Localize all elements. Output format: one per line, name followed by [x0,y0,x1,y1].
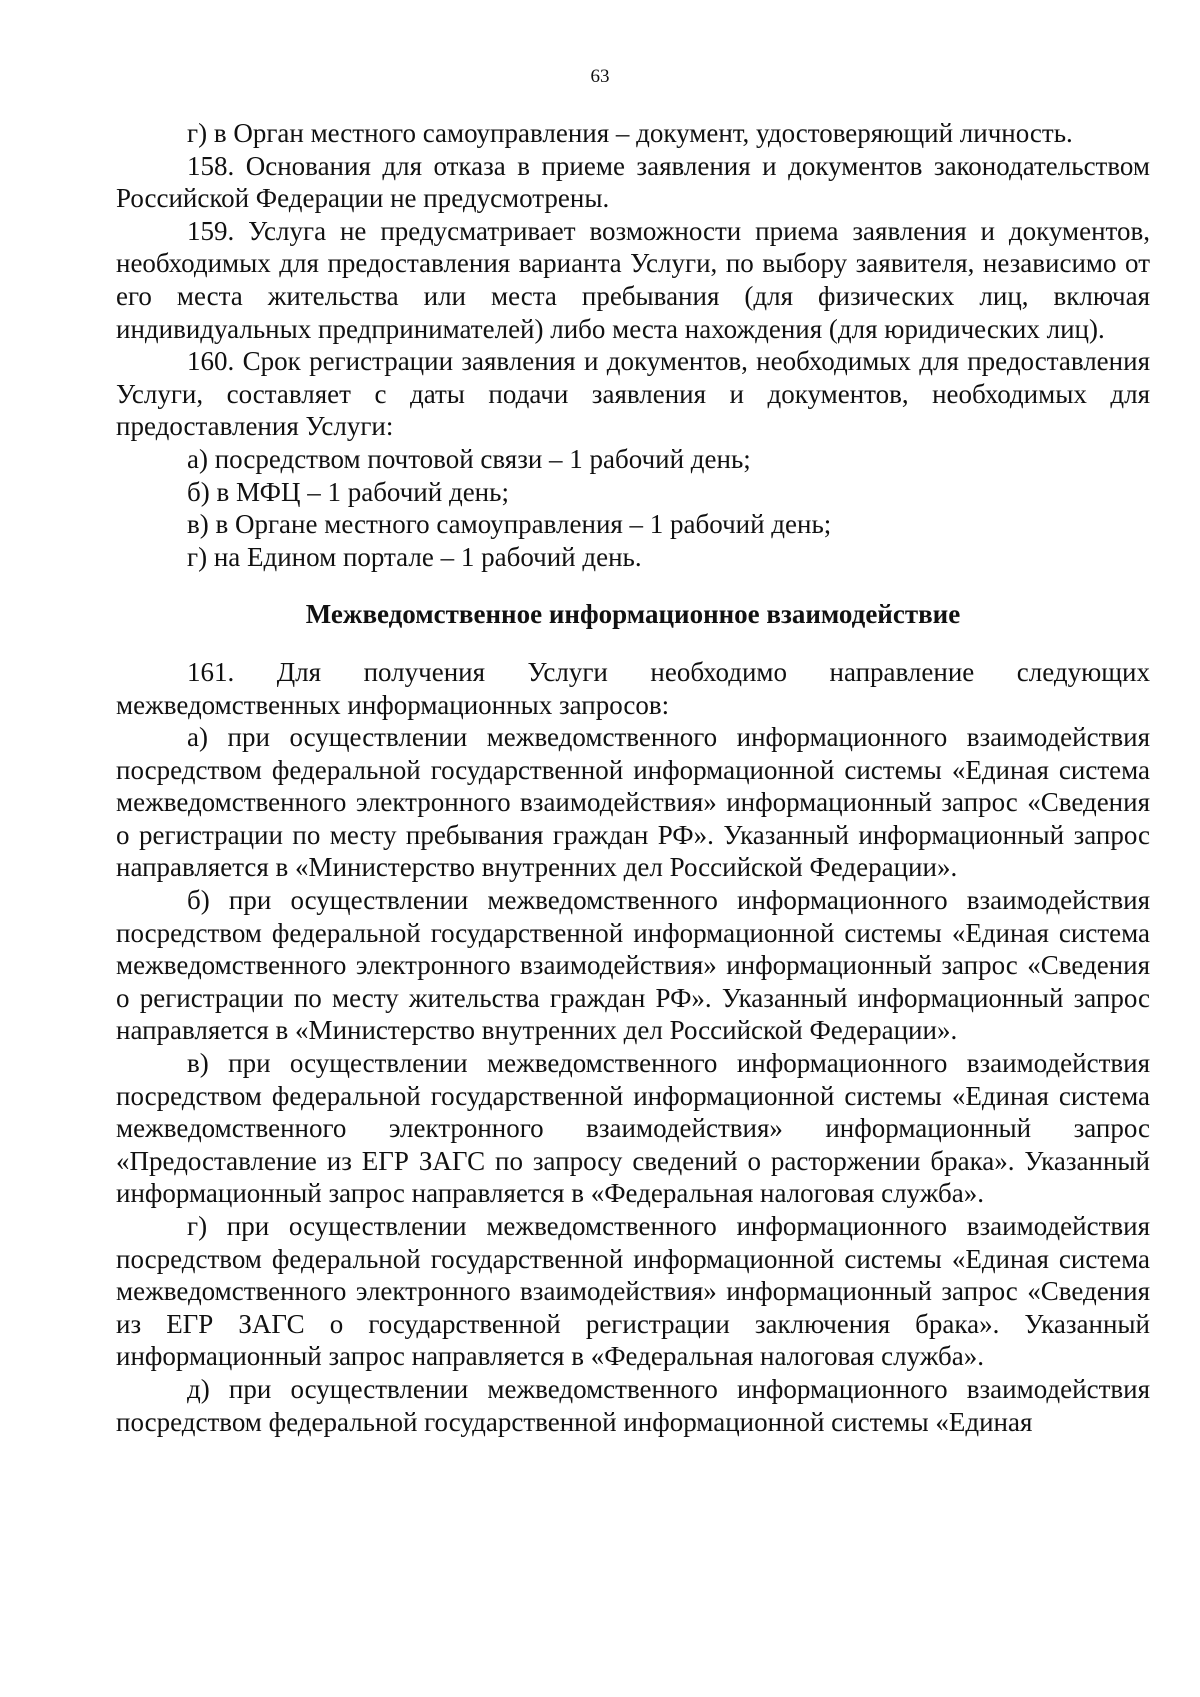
list-item-a-postal: а) посредством почтовой связи – 1 рабочий день; [187,443,751,474]
document-body [116,117,1150,1438]
paragraph-158: 158. Основания для отказа в приеме заявления и документов законодательством Российской Федерации не предусмотрены. [116,150,1150,214]
request-item-d: д) при осуществлении межведомственного информационного взаимодействия посредством федеральной государственной информационной системы «Единая [116,1373,1150,1437]
paragraph-159: 159. Услуга не предусматривает возможности приема заявления и документов, необходимых для предоставления варианта Услуги, по выбору заявителя, независимо от его места жительства или места пребывания (для физических лиц, включая индивидуальных предпринимателей) либо места нахождения (для юридических лиц). [116,215,1150,344]
paragraph-161: 161. Для получения Услуги необходимо направление следующих межведомственных информационных запросов: [116,656,1150,720]
section-heading: Межведомственное информационное взаимодействие [305,599,961,630]
list-item-v-local-authority: в) в Органе местного самоуправления – 1 рабочий день; [187,509,832,540]
request-item-v: в) при осуществлении межведомственного информационного взаимодействия посредством федеральной государственной информационной системы «Единая система межведомственного электронного взаимодействия» информационный запрос «Предоставление из ЕГР ЗАГС по запросу сведений о расторжении брака». Указанный информационный запрос направляется в «Федеральная налоговая служба». [116,1048,1150,1209]
paragraph-160: 160. Срок регистрации заявления и документов, необходимых для предоставления Услуги, составляет с даты подачи заявления и документов, необходимых для предоставления Услуги: [116,346,1150,442]
request-item-a: а) при осуществлении межведомственного информационного взаимодействия посредством федеральной государственной информационной системы «Единая система межведомственного электронного взаимодействия» информационный запрос «Сведения о регистрации по месту пребывания граждан РФ». Указанный информационный запрос направляется в «Министерство внутренних дел Российской Федерации». [116,722,1150,883]
list-item-b-mfc: б) в МФЦ – 1 рабочий день; [187,476,509,507]
paragraph-item-g-identity-document: г) в Орган местного самоуправления – документ, удостоверяющий личность. [187,118,1073,148]
request-item-b: б) при осуществлении межведомственного информационного взаимодействия посредством федеральной государственной информационной системы «Единая система межведомственного электронного взаимодействия» информационный запрос «Сведения о регистрации по месту жительства граждан РФ». Указанный информационный запрос направляется в «Министерство внутренних дел Российской Федерации». [116,885,1150,1046]
page-number: 63 [590,66,610,87]
list-item-g-unified-portal: г) на Едином портале – 1 рабочий день. [187,541,642,572]
request-item-g: г) при осуществлении межведомственного информационного взаимодействия посредством федеральной государственной информационной системы «Единая система межведомственного электронного взаимодействия» информационный запрос «Сведения из ЕГР ЗАГС о государственной регистрации заключения брака». Указанный информационный запрос направляется в «Федеральная налоговая служба». [116,1211,1150,1372]
